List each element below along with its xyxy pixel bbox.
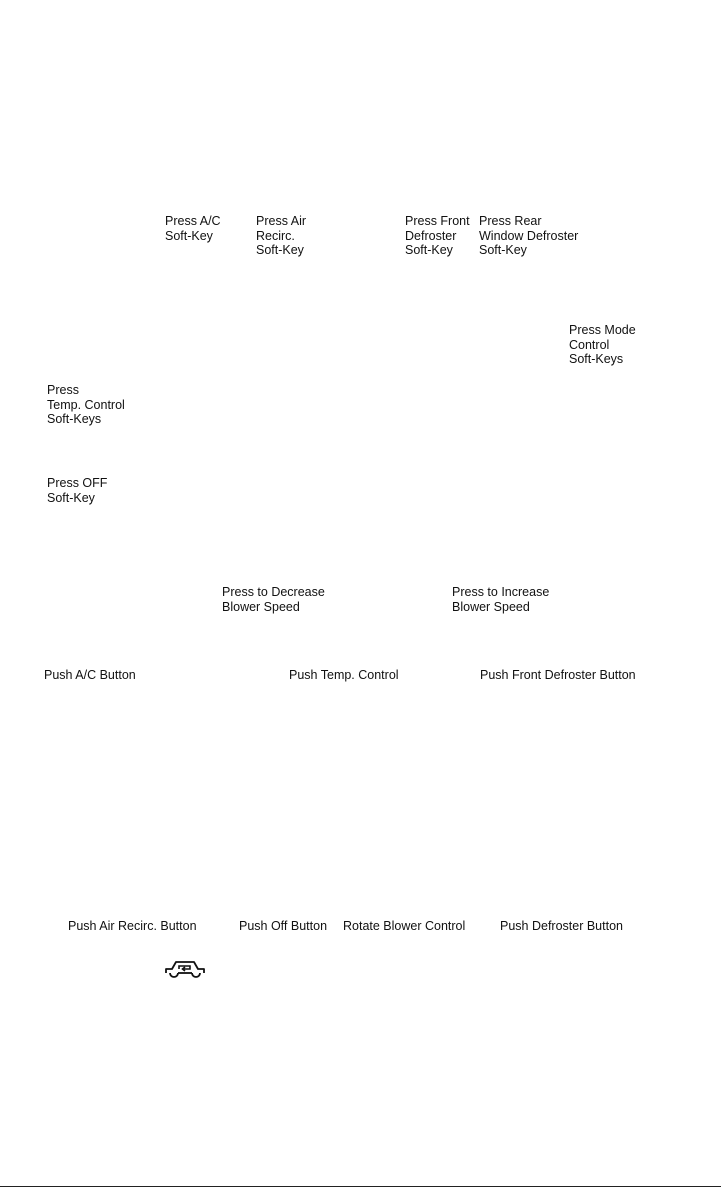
label-line: Soft-Keys bbox=[569, 352, 624, 366]
label-line: Press A/C bbox=[165, 214, 221, 228]
label-line: Soft-Key bbox=[165, 228, 213, 243]
label-press-front-defroster-softkey bbox=[405, 214, 470, 258]
label-line: Defroster bbox=[405, 228, 457, 243]
label-push-ac-button: Push A/C Button bbox=[44, 668, 136, 682]
label-push-temp-control: Push Temp. Control bbox=[289, 668, 399, 682]
label-line: Press Rear bbox=[479, 214, 542, 228]
label-line: Press to Decrease bbox=[222, 585, 325, 599]
label-line: Recirc. bbox=[256, 228, 295, 243]
label-line: Press to Increase bbox=[452, 585, 550, 599]
label-press-rear-defroster-softkey bbox=[479, 214, 578, 258]
label-line: Press Mode bbox=[569, 323, 636, 337]
label-line: Press bbox=[47, 383, 79, 397]
label-push-front-defroster-button: Push Front Defroster Button bbox=[480, 668, 636, 682]
label-line: Soft-Keys bbox=[47, 412, 102, 426]
label-press-mode-control-softkeys bbox=[569, 323, 636, 367]
label-press-air-recirc-softkey bbox=[256, 214, 306, 258]
label-line: Soft-Key bbox=[47, 490, 95, 505]
label-line: Blower Speed bbox=[452, 599, 530, 614]
label-line: Soft-Key bbox=[256, 243, 304, 257]
bottom-rule bbox=[0, 1186, 721, 1187]
label-line: Soft-Key bbox=[405, 243, 453, 257]
label-line: Press Air bbox=[256, 214, 307, 228]
label-line: Window Defroster bbox=[479, 228, 579, 243]
label-push-off-button: Push Off Button bbox=[239, 919, 328, 933]
label-line: Press Front bbox=[405, 214, 470, 228]
label-rotate-blower-control: Rotate Blower Control bbox=[343, 919, 466, 933]
label-line: Blower Speed bbox=[222, 599, 300, 614]
label-push-defroster-button: Push Defroster Button bbox=[500, 919, 623, 933]
label-line: Control bbox=[569, 337, 610, 352]
label-press-off-softkey bbox=[47, 476, 107, 505]
air-recirculation-car-icon bbox=[163, 956, 207, 985]
label-decrease-blower-speed bbox=[222, 585, 325, 614]
label-press-ac-softkey bbox=[165, 214, 221, 243]
label-line: Soft-Key bbox=[479, 243, 527, 257]
label-press-temp-control-softkeys bbox=[47, 383, 125, 427]
label-increase-blower-speed bbox=[452, 585, 549, 614]
label-push-air-recirc-button: Push Air Recirc. Button bbox=[68, 919, 197, 933]
label-line: Temp. Control bbox=[47, 397, 125, 412]
label-line: Press OFF bbox=[47, 476, 108, 490]
